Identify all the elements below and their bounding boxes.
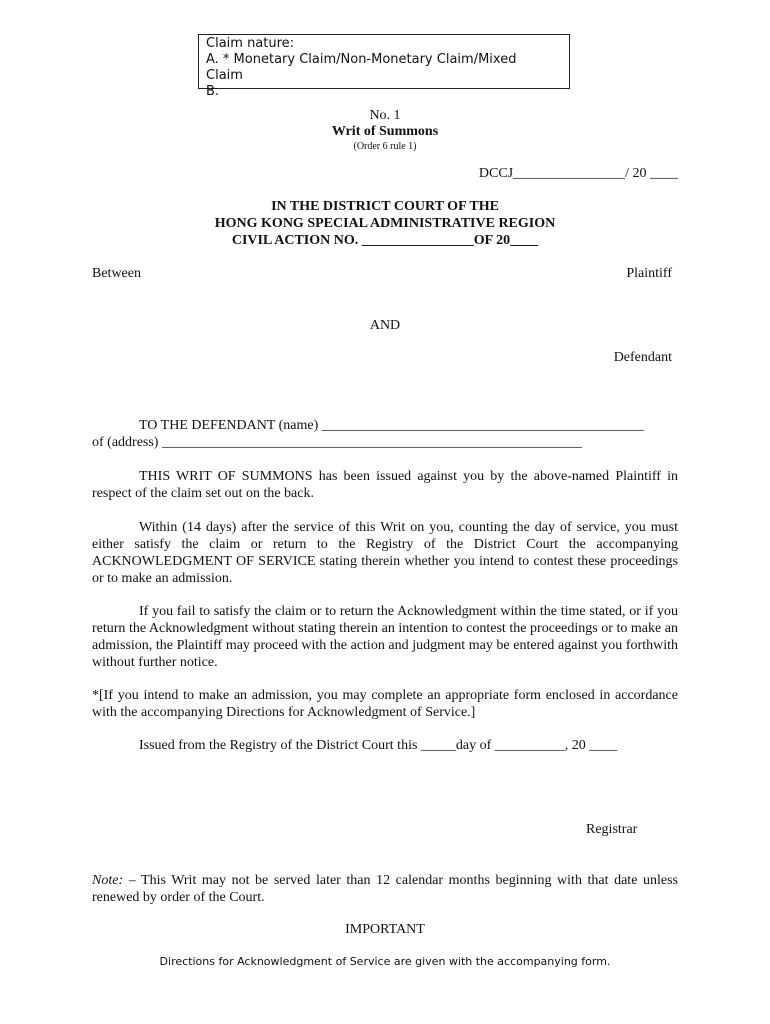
registrar-label: Registrar: [586, 822, 638, 837]
form-number: No. 1: [369, 108, 401, 123]
directions-note: Directions for Acknowledgment of Service are given with the accompanying form.: [159, 955, 611, 968]
claim-option-b: B.: [206, 84, 220, 99]
civil-action-number: CIVIL ACTION NO. ________________OF 20____: [231, 233, 539, 248]
case-reference: DCCJ________________/ 20 ____: [478, 166, 678, 181]
note-label: Note:: [92, 873, 124, 888]
claim-nature-box: [198, 34, 570, 99]
defendant-name-line: TO THE DEFENDANT (name) ______________________________________________: [139, 418, 644, 433]
paragraph-failure-consequences: If you fail to satisfy the claim or to return the Acknowledgment within the time stated, or if you return the Acknowledgment without stating therein an intention to contest the proceedings or to make an admission, the Plaintiff may proceed with the action and judgment may be entered against you forthwith without further notice.: [92, 604, 678, 670]
claim-type-options-cont: Claim: [206, 68, 243, 83]
defendant-label: Defendant: [613, 350, 672, 365]
court-line-2: HONG KONG SPECIAL ADMINISTRATIVE REGION: [214, 216, 556, 231]
paragraph-admission: *[If you intend to make an admission, you may complete an appropriate form enclosed in accordance with the accompanying Directions for Acknowledgment of Service.]: [92, 688, 678, 720]
and-label: AND: [369, 318, 401, 333]
plaintiff-label: Plaintiff: [626, 266, 672, 281]
paragraph-writ-issued: THIS WRIT OF SUMMONS has been issued against you by the above-named Plaintiff in respect of the claim set out on the back.: [92, 469, 678, 501]
defendant-address-line: of (address) ____________________________________________________________: [92, 435, 582, 450]
issued-from-registry: Issued from the Registry of the District Court this _____day of __________, 20 ____: [139, 738, 618, 753]
note-paragraph: [92, 872, 678, 906]
form-title: Writ of Summons: [331, 124, 439, 139]
paragraph-within-14-days: Within (14 days) after the service of this Writ on you, counting the day of service, you must either satisfy the claim or return to the Registry of the District Court the accompanying ACKNOWLEDGMENT OF SERVICE stating therein whether you intend to contest these proceedings or to make an admission.: [92, 520, 678, 586]
form-order: (Order 6 rule 1): [353, 141, 417, 152]
important-heading: IMPORTANT: [345, 922, 425, 937]
note-text: – This Writ may not be served later than 12 calendar months beginning with that date unless renewed by order of the Court.: [92, 873, 678, 905]
between-label: Between: [92, 266, 141, 281]
claim-type-options: A. * Monetary Claim/Non-Monetary Claim/Mixed: [206, 52, 517, 67]
court-line-1: IN THE DISTRICT COURT OF THE: [271, 199, 499, 214]
claim-nature-label: Claim nature:: [206, 36, 295, 51]
